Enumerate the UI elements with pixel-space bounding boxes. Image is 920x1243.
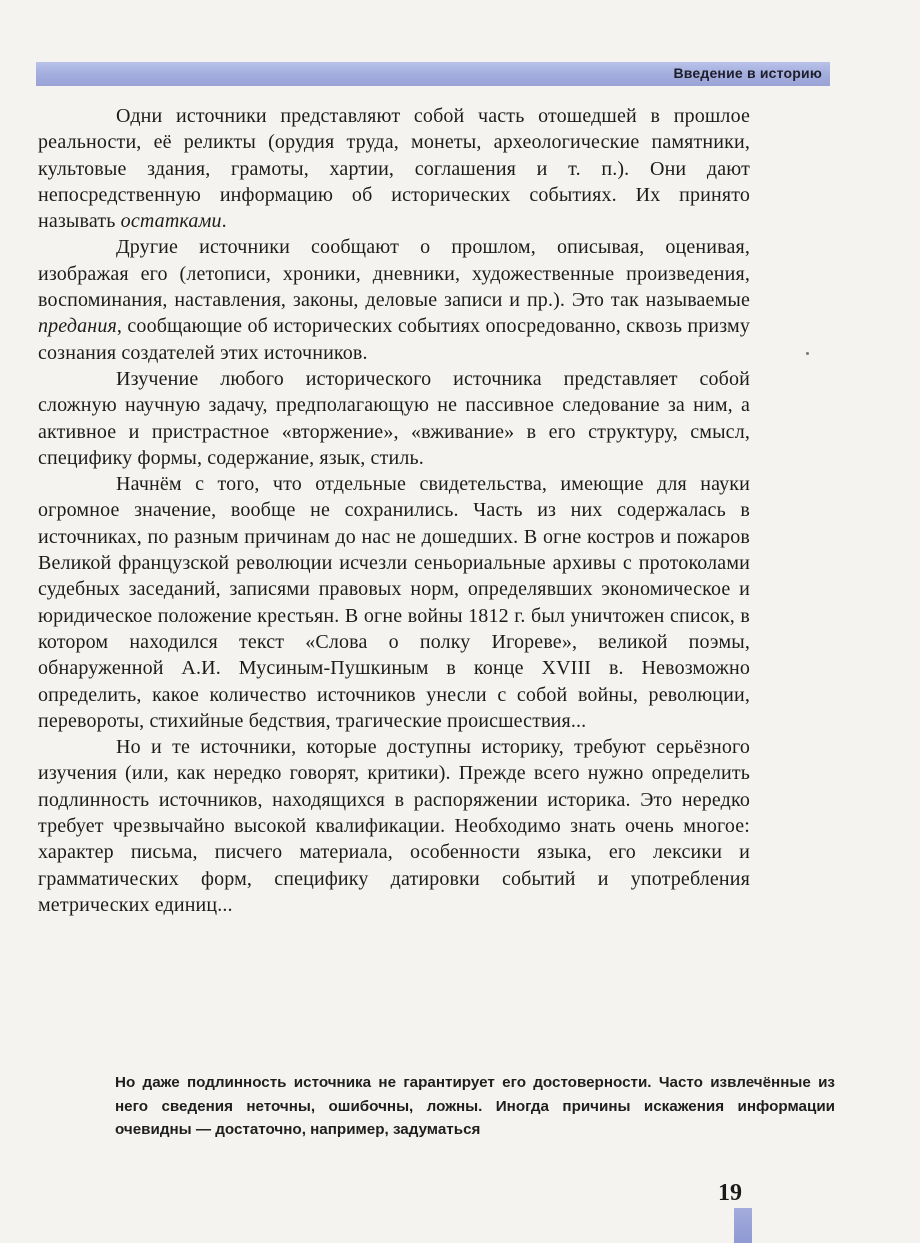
running-header-title: Введение в историю <box>673 65 822 81</box>
paragraph-source-study <box>38 366 750 471</box>
print-speck <box>806 352 809 355</box>
reliability-callout: Но даже подлинность источника не гарантирует его достоверности. Часто извлечённые из него сведения неточны, ошибочны, ложны. Иногда причины искажения информации очевидны — достаточно, например, задуматься <box>115 1074 835 1138</box>
text-run: . <box>221 210 227 233</box>
text-run: Одни источники представляют собой часть отошедшей в прошлое реальности, её реликты (орудия труда, монеты, археологические памятники, культовые здания, грамоты, хартии, соглашения и т. п.). Они дают непосредственную информацию об исторических событиях. Их принято называть <box>38 105 750 233</box>
text-run: Изучение любого исторического источника представляет собой сложную научную задачу, предполагающую не пассивное следование за ним, а активное и пристрастное «вторжение», «вживание» в его структуру, смысл, специфику формы, содержание, язык, стиль. <box>38 367 750 469</box>
page-edge-tab <box>734 1208 752 1243</box>
paragraph-lost-evidence <box>38 471 750 734</box>
paragraph-source-criticism <box>38 734 750 918</box>
text-run: Другие источники сообщают о прошлом, описывая, оценивая, изображая его (летописи, хроники, дневники, художественные произведения, воспоминания, наставления, законы, деловые записи и пр.). Это так называемые <box>38 236 750 312</box>
italic-term: предания <box>38 315 117 338</box>
running-header-bar <box>36 62 830 86</box>
text-run: , сообщающие об исторических событиях опосредованно, сквозь призму сознания создателей этих источников. <box>38 315 750 364</box>
italic-term: остатками <box>120 210 222 233</box>
text-run: Но и те источники, которые доступны историку, требуют серьёзного изучения (или, как нередко говорят, критики). Прежде всего нужно определить подлинность источников, находящихся в распоряжении историка. Это нередко требует чрезвычайно высокой квалификации. Необходимо знать очень многое: характер письма, писчего материала, особенности языка, его лексики и грамматических форм, специфику датировки событий и употребления метрических единиц... <box>38 736 750 916</box>
paragraph-remains <box>38 103 750 234</box>
text-run: Начнём с того, что отдельные свидетельства, имеющие для науки огромное значение, вообще не сохранились. Часть из них содержалась в источниках, по разным причинам до нас не дошедших. В огне костров и пожаров Великой французской революции исчезли сеньориальные архивы с протоколами судебных заседаний, записями правовых норм, определявших экономическое и юридическое положение крестьян. В огне войны 1812 г. был уничтожен список, в котором находился текст «Слова о полку Игореве», великой поэмы, обнаруженной А.И. Мусиным-Пушкиным в конце XVIII в. Невозможно определить, какое количество источников унесли с собой войны, революции, перевороты, стихийные бедствия, трагические происшествия... <box>38 473 750 732</box>
page-number: 19 <box>718 1180 742 1206</box>
body-text <box>38 103 750 918</box>
paragraph-traditions <box>38 234 750 365</box>
